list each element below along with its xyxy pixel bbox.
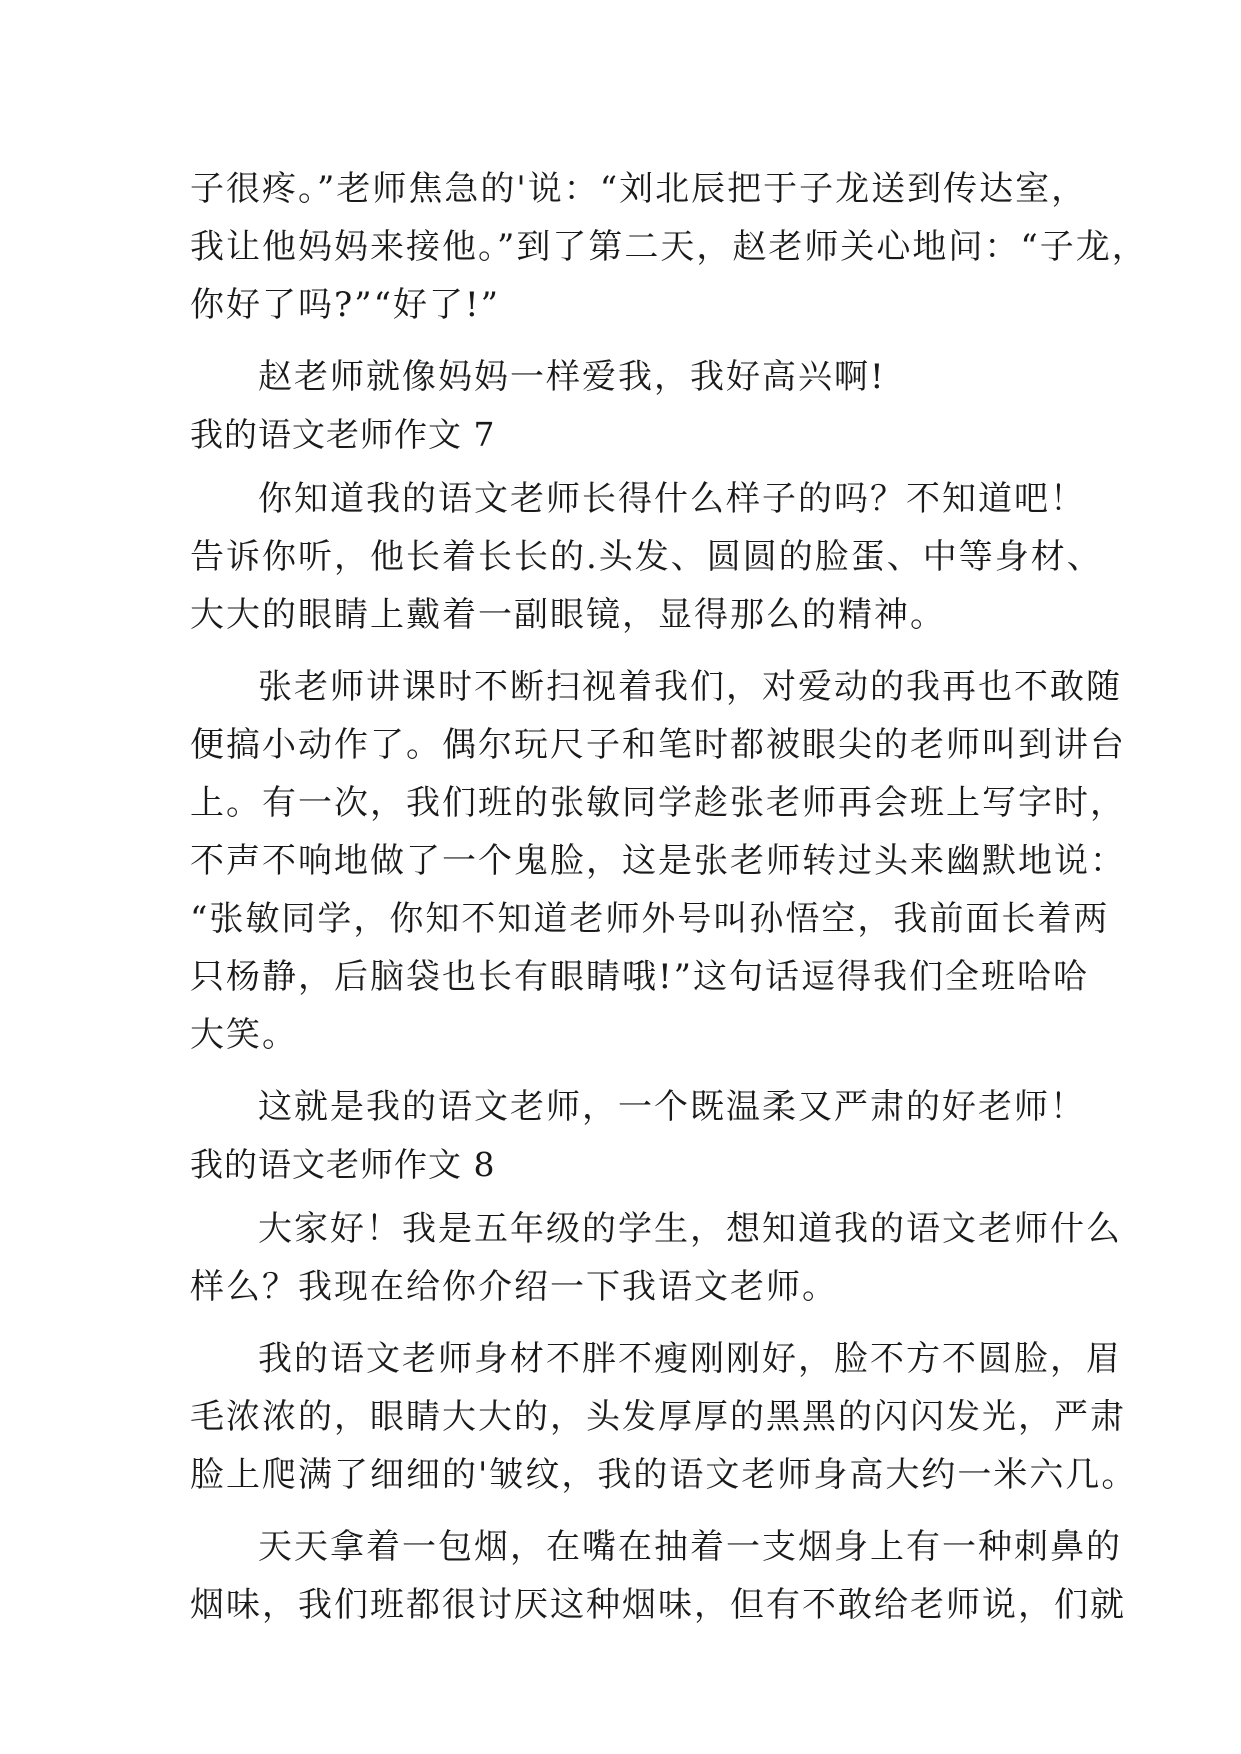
text-line: 告诉你听，他长着长长的.头发、圆圆的脸蛋、中等身材、	[190, 537, 1103, 577]
text-line: 子很疼。”老师焦急的'说：“刘北辰把于子龙送到传达室，	[190, 169, 1088, 209]
text-line: 天天拿着一包烟，在嘴在抽着一支烟身上有一种刺鼻的	[258, 1527, 1122, 1567]
text-line: 只杨静，后脑袋也长有眼睛哦!”这句话逗得我们全班哈哈	[190, 957, 1090, 997]
text-line: 张老师讲课时不断扫视着我们，对爱动的我再也不敢随	[258, 667, 1122, 707]
text-line: 大家好！我是五年级的学生，想知道我的语文老师什么	[258, 1209, 1122, 1249]
text-line: 毛浓浓的，眼睛大大的，头发厚厚的黑黑的闪闪发光，严肃	[190, 1397, 1126, 1437]
text-line: 你好了吗?”“好了!”	[190, 285, 501, 325]
section-heading-8: 我的语文老师作文 8	[190, 1145, 496, 1184]
paragraph	[190, 1078, 1086, 1136]
text-line: 这就是我的语文老师，一个既温柔又严肃的好老师！	[258, 1087, 1086, 1127]
text-line: 烟味，我们班都很讨厌这种烟味，但有不敢给老师说，们就	[190, 1585, 1126, 1625]
paragraph	[190, 1330, 1138, 1504]
text-line: 赵老师就像妈妈一样爱我，我好高兴啊!	[258, 357, 886, 397]
paragraph	[190, 1200, 1122, 1316]
text-line: 上。有一次，我们班的张敏同学趁张老师再会班上写字时，	[190, 783, 1126, 823]
text-line: 大笑。	[190, 1015, 298, 1055]
text-line: 脸上爬满了细细的'皱纹，我的语文老师身高大约一米六几。	[190, 1455, 1138, 1495]
text-line: “张敏同学，你知不知道老师外号叫孙悟空，我前面长着两	[190, 899, 1110, 939]
paragraph	[190, 160, 1148, 334]
text-line: 你知道我的语文老师长得什么样子的吗？不知道吧！	[258, 479, 1086, 519]
text-line: 便搞小动作了。偶尔玩尺子和笔时都被眼尖的老师叫到讲台	[190, 725, 1126, 765]
text-line: 样么？我现在给你介绍一下我语文老师。	[190, 1267, 838, 1307]
paragraph	[190, 470, 1103, 644]
section-heading-7: 我的语文老师作文 7	[190, 415, 496, 454]
document-body	[190, 160, 1148, 1634]
text-line: 我的语文老师身材不胖不瘦刚刚好，脸不方不圆脸，眉	[258, 1339, 1122, 1379]
paragraph	[190, 1518, 1126, 1634]
paragraph	[190, 348, 1070, 406]
text-line: 我让他妈妈来接他。”到了第二天，赵老师关心地问：“子龙，	[190, 227, 1148, 267]
text-line: 不声不响地做了一个鬼脸，这是张老师转过头来幽默地说：	[190, 841, 1126, 881]
text-line: 大大的眼睛上戴着一副眼镜，显得那么的精神。	[190, 595, 946, 635]
paragraph	[190, 658, 1126, 1064]
